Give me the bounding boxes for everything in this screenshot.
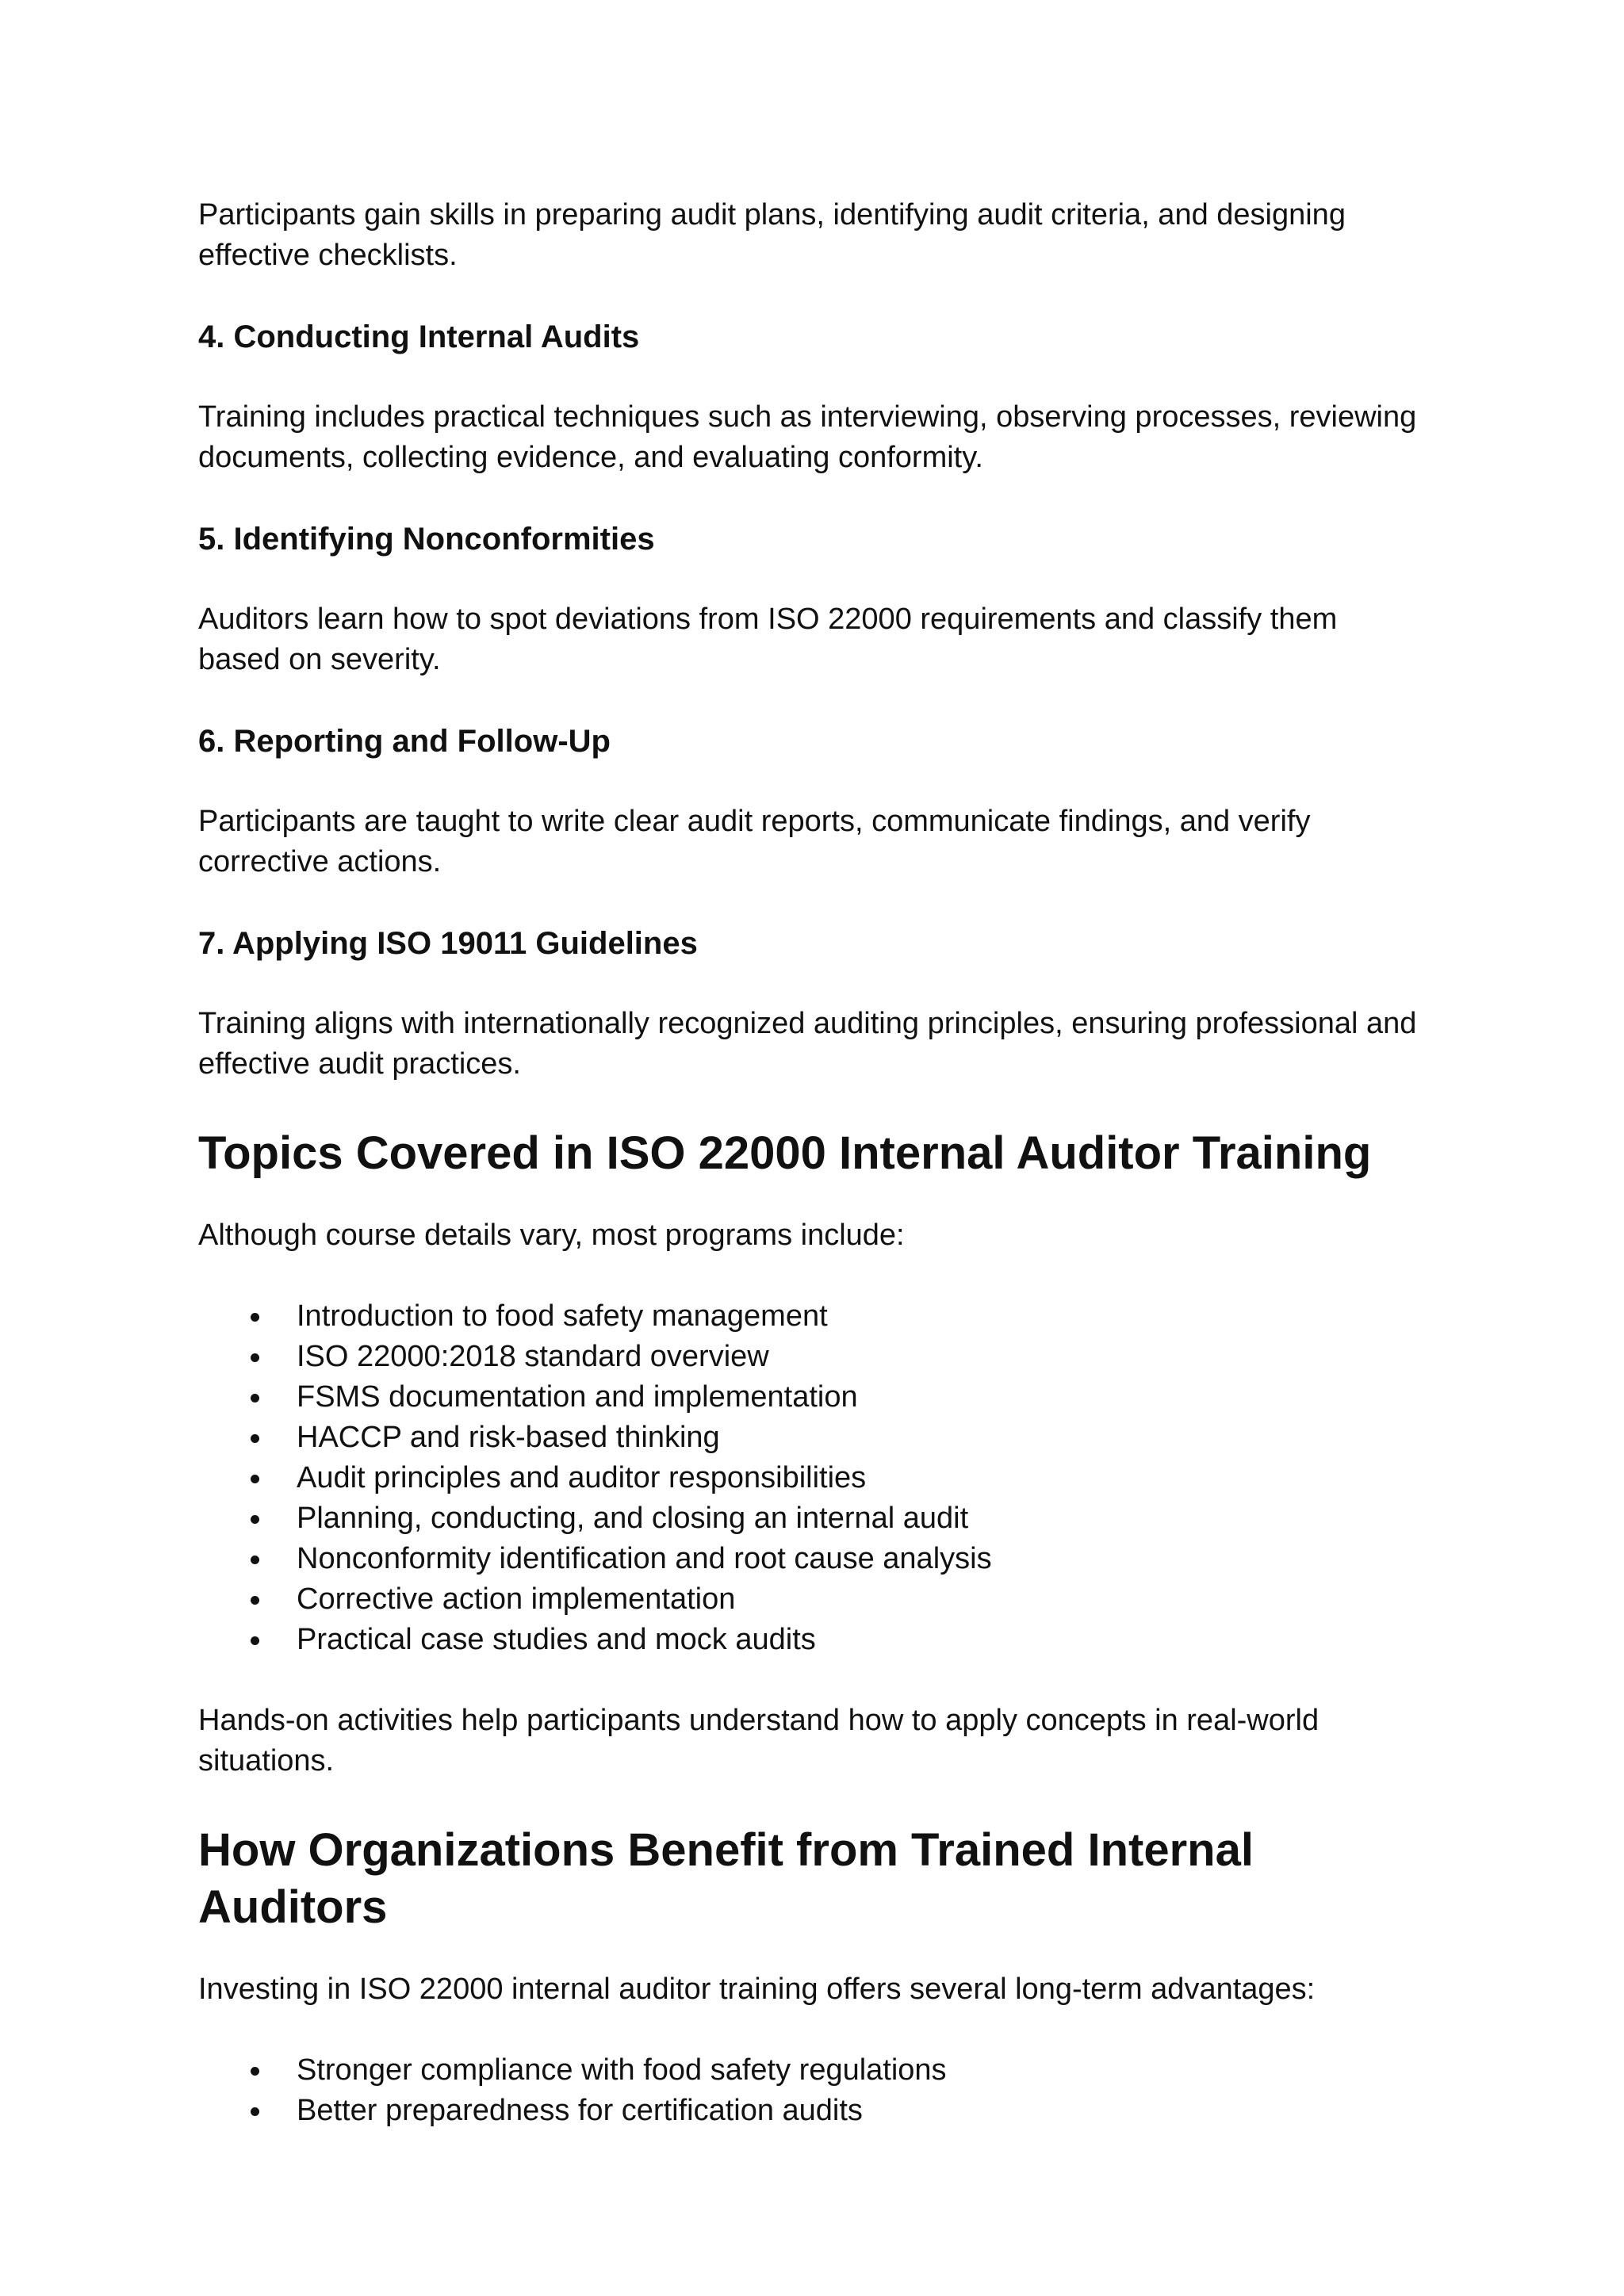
paragraph-applying-iso-19011: Training aligns with internationally recognized auditing principles, ensuring professional and effective audit practices. <box>198 1007 1417 1081</box>
heading-applying-iso-19011: 7. Applying ISO 19011 Guidelines <box>198 926 698 961</box>
bullet-dot-icon <box>251 1636 259 1645</box>
list-item-text: Audit principles and auditor responsibilities <box>297 1461 867 1494</box>
heading-reporting-follow-up: 6. Reporting and Follow-Up <box>198 724 611 759</box>
list-item-text: Introduction to food safety management <box>297 1299 828 1333</box>
bullet-dot-icon <box>251 1515 259 1524</box>
list-item-text: HACCP and risk-based thinking <box>297 1421 720 1454</box>
list-item <box>198 1539 1426 1579</box>
list-item-text: Corrective action implementation <box>297 1582 736 1616</box>
bullet-dot-icon <box>251 1475 259 1483</box>
list-item <box>198 2050 1426 2091</box>
list-item <box>198 2091 1426 2131</box>
bullet-dot-icon <box>251 1556 259 1564</box>
topics-closing-paragraph: Hands-on activities help participants understand how to apply concepts in real-world situations. <box>198 1704 1320 1777</box>
bullet-dot-icon <box>251 1353 259 1362</box>
list-item <box>198 1337 1426 1377</box>
list-item-text: Practical case studies and mock audits <box>297 1623 816 1656</box>
benefits-bullet-list <box>198 2050 1426 2131</box>
bullet-dot-icon <box>251 1596 259 1605</box>
list-item <box>198 1498 1426 1539</box>
bullet-dot-icon <box>251 1434 259 1443</box>
paragraph-identifying-nonconformities: Auditors learn how to spot deviations from ISO 22000 requirements and classify them based on severity. <box>198 603 1338 676</box>
list-item-text: ISO 22000:2018 standard overview <box>297 1340 769 1373</box>
list-item-text: Better preparedness for certification audits <box>297 2094 863 2127</box>
list-item-text: Stronger compliance with food safety regulations <box>297 2053 947 2087</box>
intro-paragraph: Participants gain skills in preparing audit plans, identifying audit criteria, and designing effective checklists. <box>198 198 1346 272</box>
list-item <box>198 1458 1426 1498</box>
paragraph-conducting-internal-audits: Training includes practical techniques such as interviewing, observing processes, reviewing documents, collecting evidence, and evaluating conformity. <box>198 400 1417 474</box>
list-item-text: Planning, conducting, and closing an internal audit <box>297 1502 969 1535</box>
list-item <box>198 1377 1426 1418</box>
topics-section-title: Topics Covered in ISO 22000 Internal Auditor Training <box>198 1127 1372 1179</box>
bullet-dot-icon <box>251 2107 259 2116</box>
topics-bullet-list <box>198 1296 1426 1660</box>
list-item <box>198 1579 1426 1620</box>
topics-intro: Although course details vary, most programs include: <box>198 1219 905 1252</box>
bullet-dot-icon <box>251 1394 259 1402</box>
list-item <box>198 1418 1426 1458</box>
bullet-dot-icon <box>251 2067 259 2076</box>
paragraph-reporting-follow-up: Participants are taught to write clear audit reports, communicate findings, and verify corrective actions. <box>198 805 1311 878</box>
list-item-text: FSMS documentation and implementation <box>297 1380 858 1414</box>
heading-identifying-nonconformities: 5. Identifying Nonconformities <box>198 522 655 557</box>
benefits-intro: Investing in ISO 22000 internal auditor training offers several long-term advantages: <box>198 1973 1316 2006</box>
list-item-text: Nonconformity identification and root cause analysis <box>297 1542 992 1575</box>
bullet-dot-icon <box>251 1313 259 1322</box>
benefits-section-title: How Organizations Benefit from Trained Internal Auditors <box>198 1824 1254 1933</box>
heading-conducting-internal-audits: 4. Conducting Internal Audits <box>198 320 640 354</box>
list-item <box>198 1620 1426 1660</box>
list-item <box>198 1296 1426 1337</box>
